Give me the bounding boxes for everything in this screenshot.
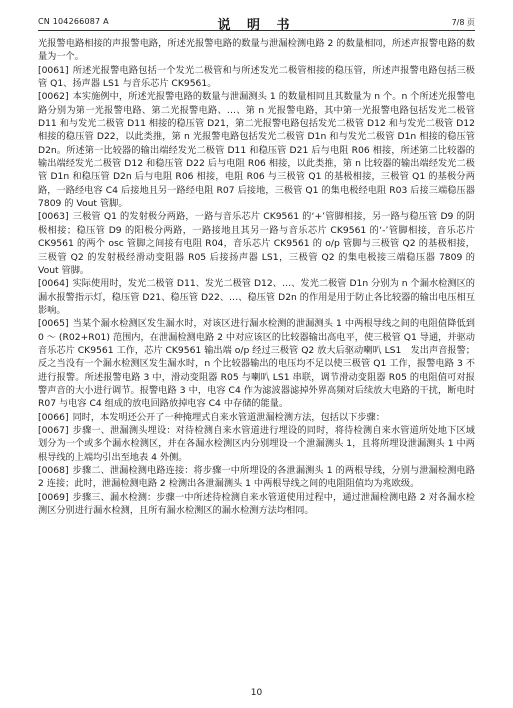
publication-number: CN 104266087 A [38,17,109,26]
paragraph-number: [0067] [38,424,69,436]
paragraph-number: [0063] [38,211,69,223]
paragraph-0061 [38,64,475,91]
paragraph-number: [0065] [38,318,69,330]
paragraph-0065 [38,317,475,410]
paragraph-text: 当某个漏水检测区发生漏水时，对该区进行漏水检测的泄漏测头 1 中两根导线之间的电阻值降低到 0 ～ (R02+R01) 范围内，在泄漏检测电路 2 中对应该区的比较器输出高电平，使三极管 Q1 导通，并驱动音乐芯片 CK9561 工作，芯片 CK9561 输出端 o/p 经过三极管 Q2 放大后驱动喇叭 LS1 发出声音报警；反之当没有一个漏水检测区发生漏水时，n 个比较器输出的电压均不足以使三极管 Q1 工作，报警电路 3 不进行报警。所述报警电路 3 中，滑动变阻器 R05 与喇叭 LS1 串联，调节滑动变阻器 R05 的电阻值可对报警声音的大小进行调节。报警电路 3 中，电容 C4 作为滤波器滤掉外界高频对后续放大电路的干扰，断电时 R07 与电容 C4 组成的放电回路放掉电容 C4 中存储的能量。 [38,318,475,410]
paragraph-number: [0068] [38,465,69,476]
paragraph-text: 实际使用时，发光二极管 D11、发光二极管 D12、…、发光二极管 D1n 分别为 n 个漏水检测区的漏水报警指示灯，稳压管 D21、稳压管 D22、…、稳压管 D2n 的作用是用于防止各比较器的输出电压相互影响。 [38,278,475,316]
paragraph-0069 [38,491,475,518]
page-header [38,14,475,34]
paragraph-text: 所述光报警电路包括一个发光二极管和与所述发光二极管相接的稳压管，所述声报警电路包括三极管 Q1、扬声器 LS1 与音乐芯片 CK9561。 [38,64,475,90]
paragraph-number: [0069] [38,491,69,503]
paragraph-number: [0062] [38,91,69,103]
paragraph-text: 步骤二、泄漏检测电路连接：将步骤一中所埋设的各泄漏测头 1 的两根导线，分别与泄漏检测电路 2 连接；此时，泄漏检测电路 2 检测出各泄漏测头 1 中两根导线之间的电阻阻值均为兆欧级。 [38,465,475,490]
paragraph-0066 [38,411,475,424]
paragraph-0067 [38,424,475,464]
page-count: 7/8 页 [451,18,475,27]
paragraph-text: 步骤三、漏水检测：步骤一中所述待检测自来水管道使用过程中，通过泄漏检测电路 2 对各漏水检测区分别进行漏水检测，且所有漏水检测区的漏水检测方法均相同。 [38,491,475,517]
header-divider [38,30,475,31]
paragraph-0068 [38,464,475,491]
paragraph-number: [0064] [38,278,69,290]
paragraph-text: 同时，本发明还公开了一种掩埋式自来水管道泄漏检测方法，包括以下步骤： [72,411,385,423]
paragraph-text: 三极管 Q1 的发射极分两路，一路与音乐芯片 CK9561 的‘+’管脚相接，另一路与稳压管 D9 的阴极相接；稳压管 D9 的阳极分两路，一路接地且其另一路与音乐芯片 CK9561 的‘-’管脚相接，音乐芯片 CK9561 的两个 osc 管脚之间接有电阻 R04，音乐芯片 CK9561 的 o/p 管脚与三极管 Q2 的基极相接，三极管 Q2 的发射极经滑动变阻器 R05 后接扬声器 LS1，三极管 Q2 的集电极接三端稳压器 7809 的 Vout 管脚。 [38,211,475,276]
description-body [38,37,475,517]
paragraph-text: 步骤一、泄漏测头埋设：对待检测自来水管道进行埋设的同时，将待检测自来水管道所处地下区域划分为一个或多个漏水检测区，并在各漏水检测区内分别埋设一个泄漏测头 1，且将所埋设泄漏测头 1 中两根导线的上端均引出至地表 4 外侧。 [38,424,475,463]
paragraph-text: 本实施例中，所述光报警电路的数量与泄漏测头 1 的数量相同且其数量为 n 个。n 个所述光报警电路分别为第一光报警电路、第二光报警电路、…、第 n 光报警电路，其中第一光报警电路包括发光二极管 D11 和与发光二极管 D11 相接的稳压管 D21，第二光报警电路包括发光二极管 D12 和与发光二极管 D12 相接的稳压管 D22，以此类推，第 n 光报警电路包括发光二极管 D1n 和与发光二极管 D1n 相接的稳压管 D2n。所述第一比较器的输出端经发光二极管 D11 和稳压管 D21 后与电阻 R06 相接，所述第二比较器的输出端经发光二极管 D12 和稳压管 D22 后与电阻 R06 相接，以此类推，第 n 比较器的输出端经发光二极管 D1n 和稳压管 D2n 后与电阻 R06 相接，电阻 R06 与三极管 Q1 的基极相接，三极管 Q1 的基极分两路，一路经电容 C4 后接地且另一路经电阻 R07 后接地，三极管 Q1 的集电极经电阻 R03 后接三端稳压器 7809 的 Vout 管脚。 [38,91,475,210]
paragraph-0064 [38,277,475,317]
paragraph-0063 [38,210,475,277]
paragraph-text: 光报警电路相接的声报警电路，所述光报警电路的数量与泄漏检测电路 2 的数量相同，所述声报警电路的数量为一个。 [38,38,475,63]
paragraph-number: [0061] [38,64,69,76]
document-title: 说 明 书 [217,18,296,33]
paragraph-0062 [38,90,475,210]
paragraph-number: [0066] [38,411,69,423]
paragraph-continuation [38,37,475,64]
page-number: 10 [250,688,263,698]
